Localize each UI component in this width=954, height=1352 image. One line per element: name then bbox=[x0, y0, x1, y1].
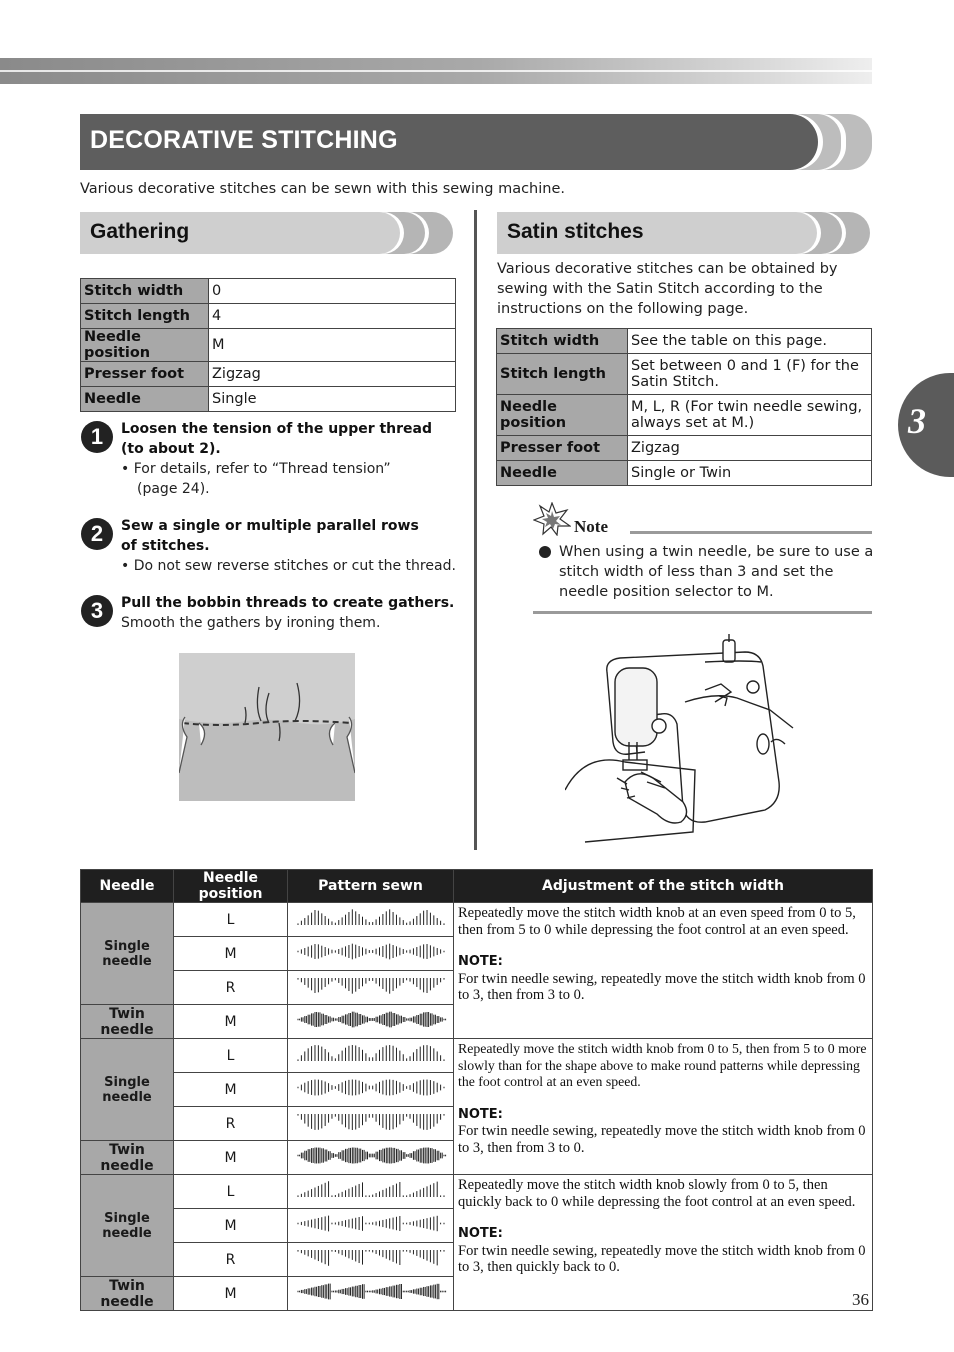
spec-key: Needle position bbox=[81, 329, 209, 362]
note-bullet-icon bbox=[539, 546, 551, 558]
spec-row bbox=[497, 461, 872, 486]
position-cell: R bbox=[174, 1107, 288, 1141]
step-3-badge: 3 bbox=[81, 595, 113, 627]
satin-intro: Various decorative stitches can be obtained by sewing with the Satin Stitch according to the instructions on the following page. bbox=[497, 261, 838, 317]
position-cell: M bbox=[174, 1005, 288, 1039]
page-number: 36 bbox=[852, 1290, 869, 1309]
pattern-g0-L bbox=[288, 903, 452, 932]
adjustment-note: For twin needle sewing, repeatedly move the stitch width knob from 0 to 3, then quickly back to 0. bbox=[458, 1242, 866, 1275]
step-2-detail: • Do not sew reverse stitches or cut the thread. bbox=[121, 558, 456, 574]
spec-key: Needle position bbox=[497, 395, 628, 436]
header-needle: Needle bbox=[81, 870, 174, 903]
spec-row bbox=[497, 329, 872, 354]
step-2 bbox=[121, 516, 466, 576]
table-row bbox=[81, 1039, 873, 1073]
spec-row bbox=[497, 436, 872, 461]
adjustment-note-label: NOTE: bbox=[458, 1226, 503, 1241]
adjustment-text: Repeatedly move the stitch width knob slowly from 0 to 5, then quickly back to 0 while depressing the foot control at an even speed. bbox=[458, 1177, 856, 1210]
pattern-cell bbox=[288, 1005, 454, 1039]
pattern-g2-T bbox=[288, 1277, 452, 1306]
spec-value: Zigzag bbox=[209, 362, 456, 387]
spec-key: Needle bbox=[497, 461, 628, 486]
spec-key: Stitch length bbox=[81, 304, 209, 329]
step-3-title: Pull the bobbin threads to create gathers. bbox=[121, 595, 455, 611]
needle-cell: Single needle bbox=[81, 1175, 174, 1277]
table-row bbox=[81, 903, 873, 937]
pattern-g1-R bbox=[288, 1107, 452, 1136]
pattern-cell bbox=[288, 1039, 454, 1073]
spec-key: Stitch width bbox=[497, 329, 628, 354]
step-3-detail: Smooth the gathers by ironing them. bbox=[121, 615, 381, 631]
gathering-spec-table bbox=[80, 278, 456, 412]
gathering-heading: Gathering bbox=[90, 220, 190, 243]
needle-cell: Twin needle bbox=[81, 1141, 174, 1175]
note-label: Note bbox=[574, 517, 608, 536]
gathering-illustration bbox=[179, 653, 355, 801]
spec-value: 4 bbox=[209, 304, 456, 329]
spec-key: Stitch length bbox=[497, 354, 628, 395]
column-divider bbox=[474, 210, 477, 850]
spec-row bbox=[81, 304, 456, 329]
pattern-cell bbox=[288, 1243, 454, 1277]
satin-adjustment-table bbox=[80, 869, 873, 1311]
pattern-cell bbox=[288, 937, 454, 971]
spec-key: Stitch width bbox=[81, 279, 209, 304]
pattern-g2-L bbox=[288, 1175, 452, 1204]
header-needle-position: Needle position bbox=[174, 870, 288, 903]
position-cell: M bbox=[174, 1141, 288, 1175]
step-1 bbox=[121, 419, 451, 499]
adjustment-note-label: NOTE: bbox=[458, 954, 503, 969]
pattern-g1-M bbox=[288, 1073, 452, 1102]
spec-key: Needle bbox=[81, 387, 209, 412]
spec-key: Presser foot bbox=[81, 362, 209, 387]
adjustment-text: Repeatedly move the stitch width knob at an even speed from 0 to 5, then from 5 to 0 while depressing the foot control at an even speed. bbox=[458, 905, 856, 938]
spec-value: Zigzag bbox=[628, 436, 872, 461]
step-1-detail: • For details, refer to “Thread tension” bbox=[121, 461, 391, 477]
spec-value: Single bbox=[209, 387, 456, 412]
spec-value: M, L, R (For twin needle sewing, always set at M.) bbox=[628, 395, 872, 436]
spec-row bbox=[497, 395, 872, 436]
position-cell: L bbox=[174, 1175, 288, 1209]
pattern-g2-M bbox=[288, 1209, 452, 1238]
spec-row bbox=[497, 354, 872, 395]
pattern-cell bbox=[288, 1073, 454, 1107]
pattern-cell bbox=[288, 971, 454, 1005]
pattern-g0-R bbox=[288, 971, 452, 1000]
position-cell: R bbox=[174, 1243, 288, 1277]
intro-text: Various decorative stitches can be sewn with this sewing machine. bbox=[80, 181, 565, 197]
step-2-title: Sew a single or multiple parallel rows of stitches. bbox=[121, 518, 419, 554]
pattern-g2-R bbox=[288, 1243, 452, 1272]
step-1-badge: 1 bbox=[81, 421, 113, 453]
sewing-machine-illustration bbox=[565, 632, 805, 850]
position-cell: L bbox=[174, 1039, 288, 1073]
pattern-cell bbox=[288, 1141, 454, 1175]
spec-row bbox=[81, 362, 456, 387]
step-3 bbox=[121, 593, 461, 633]
pattern-cell bbox=[288, 1277, 454, 1311]
needle-cell: Twin needle bbox=[81, 1005, 174, 1039]
chapter-tab bbox=[898, 373, 954, 477]
step-1-title: Loosen the tension of the upper thread (to about 2). bbox=[121, 421, 433, 457]
needle-cell: Twin needle bbox=[81, 1277, 174, 1311]
pattern-g0-T bbox=[288, 1005, 452, 1034]
note-text: When using a twin needle, be sure to use a stitch width of less than 3 and set the needle position selector to M. bbox=[559, 544, 874, 600]
page-title: DECORATIVE STITCHING bbox=[90, 126, 398, 154]
header-band bbox=[0, 58, 872, 84]
spec-value: See the table on this page. bbox=[628, 329, 872, 354]
adjustment-note: For twin needle sewing, repeatedly move the stitch width knob from 0 to 3, then from 3 to 0. bbox=[458, 970, 866, 1003]
spec-row bbox=[81, 279, 456, 304]
adjustment-note-label: NOTE: bbox=[458, 1106, 503, 1122]
position-cell: R bbox=[174, 971, 288, 1005]
spec-value: M bbox=[209, 329, 456, 362]
satin-heading: Satin stitches bbox=[507, 220, 644, 243]
spec-value: Single or Twin bbox=[628, 461, 872, 486]
adjustment-cell bbox=[454, 1039, 873, 1175]
adjustment-note: For twin needle sewing, repeatedly move the stitch width knob from 0 to 3, then from 3 to 0. bbox=[458, 1123, 866, 1156]
pattern-cell bbox=[288, 1209, 454, 1243]
position-cell: M bbox=[174, 937, 288, 971]
pattern-g1-L bbox=[288, 1039, 452, 1068]
adjustment-text: Repeatedly move the stitch width knob from 0 to 5, then from 5 to 0 more slowly than for the shape above to make round patterns while depressing the foot control at an even speed. bbox=[458, 1041, 867, 1089]
pattern-cell bbox=[288, 903, 454, 937]
pattern-cell bbox=[288, 1107, 454, 1141]
needle-cell: Single needle bbox=[81, 903, 174, 1005]
note-rule-top bbox=[630, 531, 872, 534]
note-icon bbox=[533, 502, 571, 536]
header-adjustment: Adjustment of the stitch width bbox=[454, 870, 873, 903]
header-pattern-sewn: Pattern sewn bbox=[288, 870, 454, 903]
needle-cell: Single needle bbox=[81, 1039, 174, 1141]
position-cell: L bbox=[174, 903, 288, 937]
position-cell: M bbox=[174, 1209, 288, 1243]
position-cell: M bbox=[174, 1073, 288, 1107]
table-row bbox=[81, 1175, 873, 1209]
spec-row bbox=[81, 387, 456, 412]
satin-spec-table bbox=[496, 328, 872, 486]
chapter-number: 3 bbox=[908, 401, 926, 441]
table-header-row bbox=[81, 870, 873, 903]
pattern-g1-T bbox=[288, 1141, 452, 1170]
note-rule-bottom bbox=[533, 611, 872, 614]
spec-key: Presser foot bbox=[497, 436, 628, 461]
step-1-detail-2: (page 24). bbox=[137, 481, 210, 497]
position-cell: M bbox=[174, 1277, 288, 1311]
pattern-cell bbox=[288, 1175, 454, 1209]
pattern-g0-M bbox=[288, 937, 452, 966]
spec-value: 0 bbox=[209, 279, 456, 304]
step-2-badge: 2 bbox=[81, 518, 113, 550]
adjustment-cell bbox=[454, 1175, 873, 1311]
adjustment-cell bbox=[454, 903, 873, 1039]
spec-row bbox=[81, 329, 456, 362]
spec-value: Set between 0 and 1 (F) for the Satin Stitch. bbox=[628, 354, 872, 395]
